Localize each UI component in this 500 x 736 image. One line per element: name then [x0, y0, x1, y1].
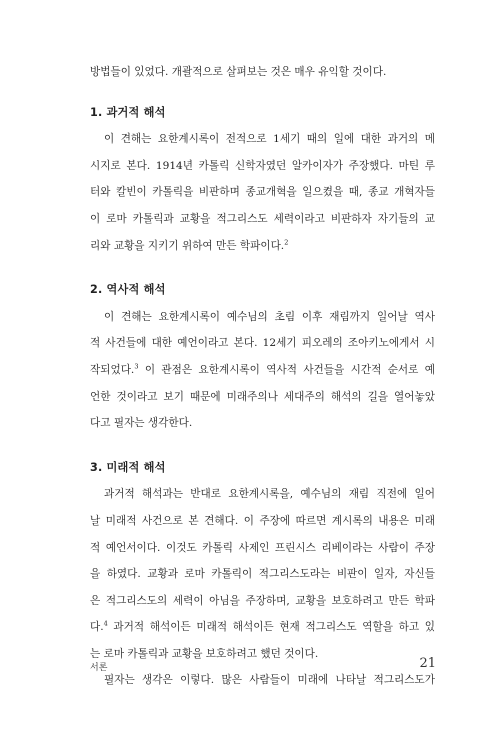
section-heading-past: 1. 과거적 해석	[90, 105, 166, 119]
footnote-marker: 4	[103, 619, 108, 628]
paragraph-line: 적 예언서이다. 이것도 카톨릭 사제인 프린시스 리베이라는 사람이 주장	[90, 541, 435, 554]
paragraph-line: 는 로마 카톨릭과 교황을 보호하려고 했던 것이다.	[90, 647, 319, 660]
paragraph-line: 이 로마 카톨릭과 교황을 적그리스도 세력이라고 비판하자 자기들의 교	[90, 212, 435, 225]
paragraph-line: 리와 교황을 지키기 위하여 만든 학파이다.$^2$	[90, 238, 289, 252]
section-heading-historical: 2. 역사적 해석	[90, 283, 166, 297]
page-number: 21	[419, 656, 436, 671]
paragraph-line: 은 적그리스도의 세력이 아님을 주장하며, 교황을 보호하려고 만든 학파	[90, 594, 435, 607]
paragraph-line: 적 사건들에 대한 예언이라고 본다. 12세기 피오레의 조아키노에게서 시	[90, 337, 435, 350]
paragraph-line: 작되었다.$^3$ 이 관점은 요한계시록이 역사적 사건들을 시간적 순서로 예	[90, 362, 435, 376]
paragraph-line: 과거적 해석과는 반대로 요한계시록을, 예수님의 재림 직전에 일어	[104, 488, 435, 501]
paragraph-line: 언한 것이라고 보기 때문에 미래주의나 세대주의 해석의 길을 열어놓았	[90, 390, 435, 403]
intro-line: 방법들이 있었다. 개괄적으로 살펴보는 것은 매우 유익할 것이다.	[90, 66, 387, 78]
paragraph-line: 필자는 생각은 이렇다. 많은 사람들이 미래에 나타날 적그리스도가	[104, 674, 435, 687]
footnote-marker: 3	[134, 362, 139, 371]
paragraph-line: 다고 필자는 생각한다.	[90, 417, 193, 430]
paragraph-line: 이 견해는 요한계시록이 전적으로 1세기 때의 일에 대한 과거의 메	[104, 133, 435, 146]
paragraph-line: 이 견해는 요한계시록이 예수님의 초림 이후 재림까지 일어날 역사	[104, 310, 435, 323]
paragraph-line: 시지로 본다. 1914년 카톨릭 신학자였던 알카이자가 주장했다. 마틴 루	[90, 159, 435, 172]
running-footer-section: 서론	[90, 663, 108, 673]
section-heading-future: 3. 미래적 해석	[90, 460, 166, 474]
paragraph-line: 날 미래적 사건으로 본 견해다. 이 주장에 따르면 계시록의 내용은 미래	[90, 514, 435, 527]
paragraph-line: 터와 칼빈이 카톨릭을 비판하며 종교개혁을 일으켰을 때, 종교 개혁자들	[90, 186, 435, 199]
footnote-marker: 2	[284, 238, 289, 247]
paragraph-line: 을 하였다. 교황과 로마 카톨릭이 적그리스도라는 비판이 일자, 자신들	[90, 568, 435, 581]
body-text	[90, 59, 435, 694]
paragraph-line: 다.$^4$ 과거적 해석이든 미래적 해석이든 현재 적그리스도 역할을 하고 있	[90, 619, 435, 634]
